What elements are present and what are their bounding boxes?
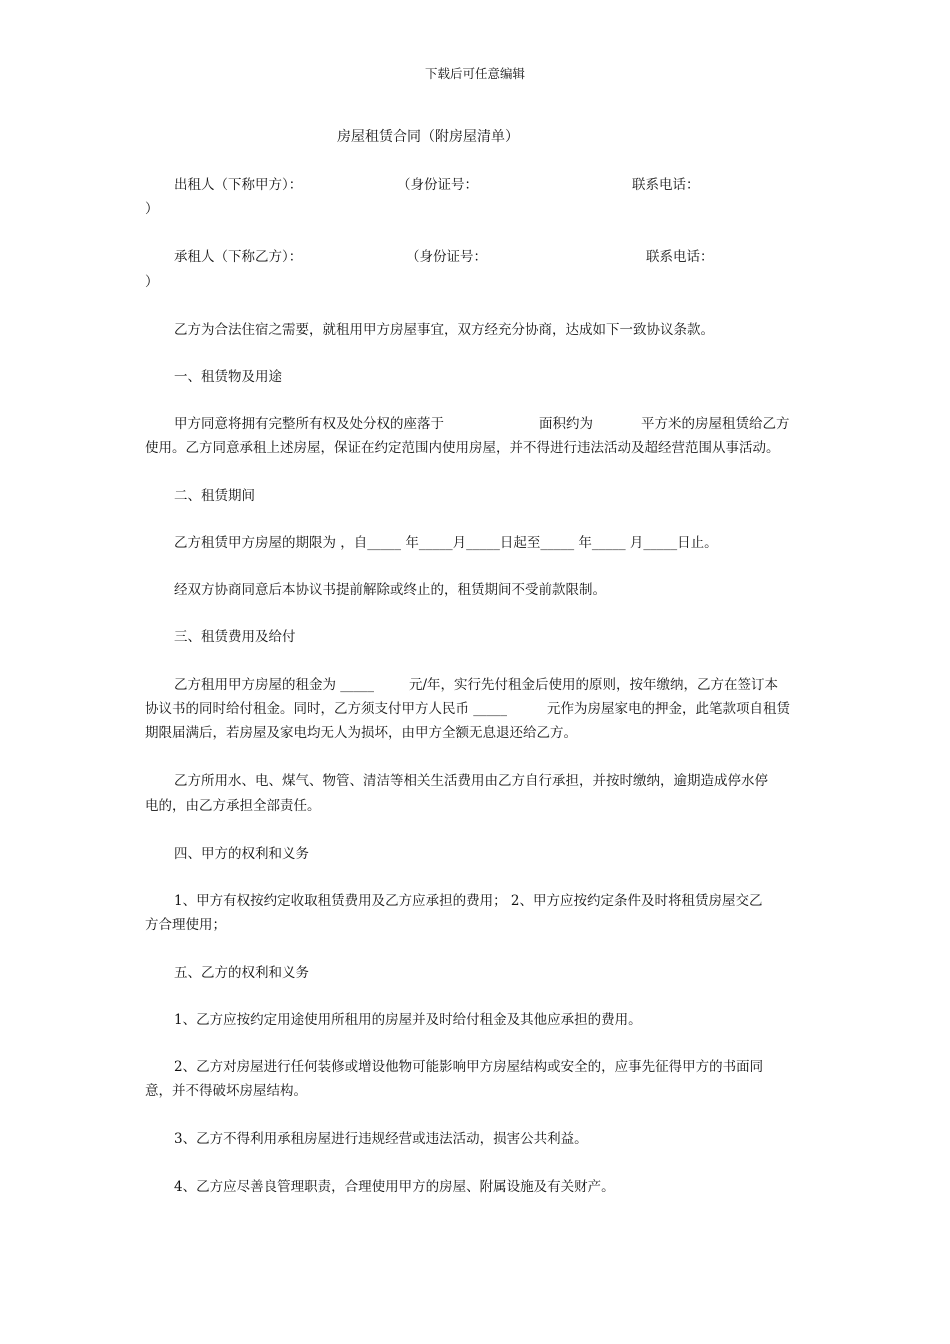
lessor-phone-label: 联系电话： xyxy=(632,177,700,193)
lessee-id-label: （身份证号： xyxy=(406,249,487,265)
lessee-close: ） xyxy=(145,274,159,290)
section1-line1c: 平方米的房屋租赁给乙方 xyxy=(641,416,790,432)
header-note: 下载后可任意编辑 xyxy=(424,66,525,81)
section4-line1: 1、甲方有权按约定收取租赁费用及乙方应承担的费用； 2、甲方应按约定条件及时将租赁房屋交乙 xyxy=(174,893,763,909)
section5-item4: 4、乙方应尽善良管理职责，合理使用甲方的房屋、附属设施及有关财产。 xyxy=(174,1179,615,1195)
section5-heading: 五、乙方的权利和义务 xyxy=(174,965,309,981)
section5-item1: 1、乙方应按约定用途使用所租用的房屋并及时给付租金及其他应承担的费用。 xyxy=(174,1012,642,1028)
section2-heading: 二、租赁期间 xyxy=(174,488,255,504)
lessee-phone-label: 联系电话： xyxy=(646,249,714,265)
lessor-label: 出租人（下称甲方）： xyxy=(174,177,303,193)
section2-period: 乙方租赁甲方房屋的期限为 ，自_____ 年_____月_____日起至_____ 年_____ 月_____日止。 xyxy=(174,535,718,551)
section1-heading: 一、租赁物及用途 xyxy=(174,369,282,385)
section3-rent-line2a: 协议书的同时给付租金。同时，乙方须支付甲方人民币 _____ xyxy=(145,701,508,717)
section5-item2-line1: 2、乙方对房屋进行任何装修或增设他物可能影响甲方房屋结构或安全的，应事先征得甲方的书面同 xyxy=(174,1059,764,1075)
section2-early-termination: 经双方协商同意后本协议书提前解除或终止的，租赁期间不受前款限制。 xyxy=(174,582,606,598)
section3-heading: 三、租赁费用及给付 xyxy=(174,629,296,645)
section3-utilities-line1: 乙方所用水、电、煤气、物管、清洁等相关生活费用由乙方自行承担，并按时缴纳，逾期造成停水停 xyxy=(174,773,768,789)
lessee-label: 承租人（下称乙方）： xyxy=(174,249,303,265)
section1-line1b: 面积约为 xyxy=(539,416,593,432)
section3-utilities-line2: 电的，由乙方承担全部责任。 xyxy=(145,798,321,814)
section3-rent-line1b: 元/年，实行先付租金后使用的原则，按年缴纳，乙方在签订本 xyxy=(409,677,779,693)
section3-rent-line3: 期限届满后，若房屋及家电均无人为损坏，由甲方全额无息退还给乙方。 xyxy=(145,725,577,741)
lessor-close: ） xyxy=(145,201,159,217)
section4-heading: 四、甲方的权利和义务 xyxy=(174,846,309,862)
document-title: 房屋租赁合同（附房屋清单） xyxy=(337,129,519,145)
section1-line2: 使用。乙方同意承租上述房屋，保证在约定范围内使用房屋，并不得进行违法活动及超经营范围从事活动。 xyxy=(145,440,780,456)
section3-rent-line2b: 元作为房屋家电的押金，此笔款项自租赁 xyxy=(547,701,790,717)
section5-item3: 3、乙方不得利用承租房屋进行违规经营或违法活动，损害公共利益。 xyxy=(174,1131,588,1147)
section5-item2-line2: 意，并不得破坏房屋结构。 xyxy=(145,1083,307,1099)
section1-line1a: 甲方同意将拥有完整所有权及处分权的座落于 xyxy=(174,416,444,432)
section3-rent-line1a: 乙方租用甲方房屋的租金为 _____ xyxy=(174,677,375,693)
section4-line2: 方合理使用； xyxy=(145,917,226,933)
lessor-id-label: （身份证号： xyxy=(397,177,478,193)
intro-paragraph: 乙方为合法住宿之需要，就租用甲方房屋事宜，双方经充分协商，达成如下一致协议条款。 xyxy=(174,322,714,338)
